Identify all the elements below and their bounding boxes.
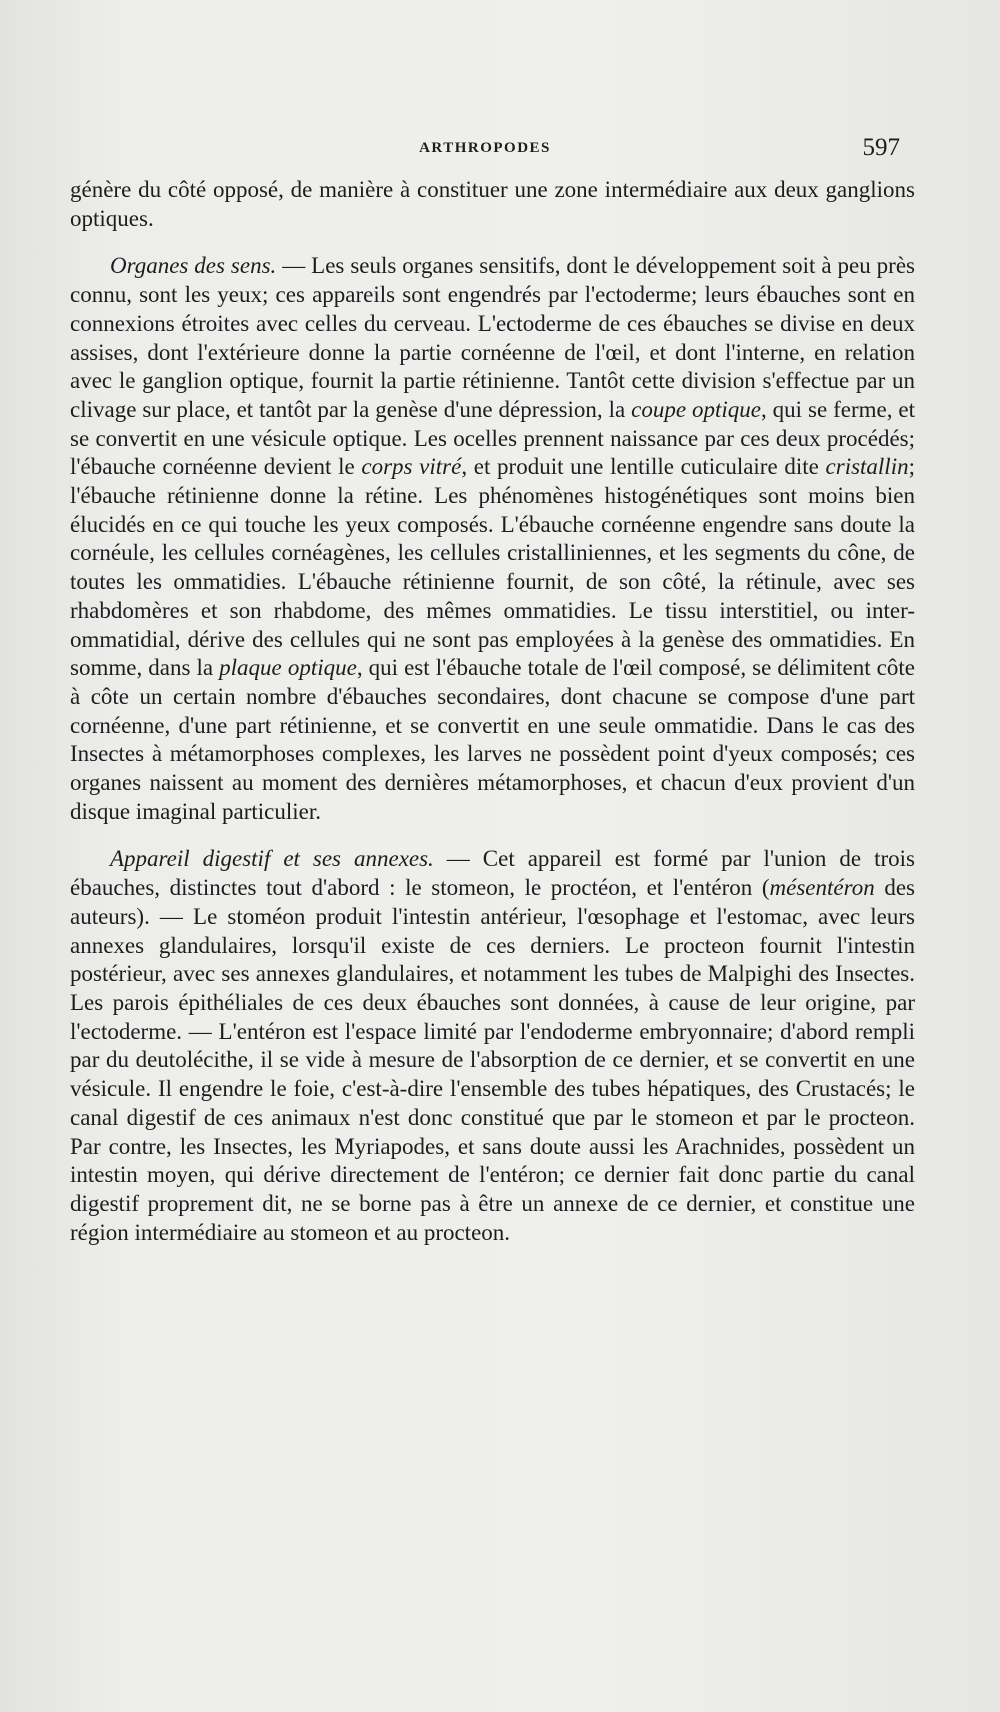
text-segment: , et produit une lentille cuticulaire dite (461, 454, 826, 480)
text-segment: — Les seuls organes sensitifs, dont le développement soit à peu près connu, sont les yeux; ces appareils sont engendrés par l'ectoderme; leurs ébauches sont en connexions étroites avec celles du cerveau. L'ectoderme de ces ébauches se divise en deux assises, dont l'extérieure donne la partie cornéenne de l'œil, et dont l'interne, en relation avec le ganglion optique, fournit la partie rétinienne. Tantôt cette division s'effectue par un clivage sur place, et tantôt par la genèse d'une dépression, la (70, 253, 916, 422)
text-segment: , qui est l'ébauche totale de l'œil composé, se délimitent côte à côte un certain nombre d'ébauches secondaires, dont chacune se compose d'une part cornéenne, d'une part rétinienne, et se convertit en une seule ommatidie. Dans le cas des Insectes à métamorphoses complexes, les larves ne possèdent point d'yeux composés; ces organes naissent au moment des dernières métamorphoses, et chacun d'eux provient d'un disque imaginal particulier. (70, 655, 915, 824)
page-header (70, 134, 900, 170)
text-segment: — Cet appareil est formé par l'union de trois ébauches, distinctes tout d'abord : le stomeon, le proctéon, et l'entéron ( (70, 846, 915, 901)
italic-term: corps vitré (361, 454, 462, 480)
section-heading-organes-des-sens: Organes des sens. (110, 253, 277, 279)
text-segment: ; l'ébauche rétinienne donne la rétine. Les phénomènes histogénétiques sont moins bien élucidés en ce qui touche les yeux composés. L'ébauche cornéenne engendre sans doute la cornéule, les cellules cornéagènes, les cellules cristalliniennes, et les segments du cône, de toutes les ommatidies. L'ébauche rétinienne fournit, de son côté, la rétinule, avec ses rhabdomères et son rhabdome, des mêmes ommatidies. Le tissu interstitiel, ou inter-ommatidial, dérive des cellules qui ne sont pas employées à la genèse des ommatidies. En somme, dans la (70, 454, 915, 681)
running-title: ARTHROPODES (419, 140, 551, 156)
section-heading-appareil-digestif: Appareil digestif et ses annexes. (110, 846, 434, 872)
paragraph-appareil-digestif (70, 845, 915, 1247)
italic-term: coupe optique (631, 396, 761, 422)
italic-term: plaque optique (219, 655, 357, 681)
text-segment: , qui se ferme, et se convertit en une vésicule optique. Les ocelles prennent naissance par ces deux procédés; l'ébauche cornéenne devient le (70, 396, 915, 480)
italic-term: cristallin (825, 454, 909, 480)
text-segment: génère du côté opposé, de manière à constituer une zone intermédiaire aux deux ganglions optiques. (70, 177, 915, 231)
page-number: 597 (862, 134, 900, 161)
body-text (70, 176, 915, 1247)
italic-term: mésentéron (769, 875, 875, 901)
text-segment: des auteurs). — Le stoméon produit l'intestin antérieur, l'œsophage et l'estomac, avec leurs annexes glandulaires, lorsqu'il existe de ces derniers. Le procteon fournit l'intestin postérieur, avec ses annexes glandulaires, et notamment les tubes de Malpighi des Insectes. Les parois épithéliales de ces deux ébauches sont données, à cause de leur origine, par l'ectoderme. — L'entéron est l'espace limité par l'endoderme embryonnaire; d'abord rempli par du deutolécithe, il se vide à mesure de l'absorption de ce dernier, et se convertit en une vésicule. Il engendre le foie, c'est-à-dire l'ensemble des tubes hépatiques, des Crustacés; le canal digestif de ces animaux n'est donc constitué que par le stomeon et par le procteon. Par contre, les Insectes, les Myriapodes, et sans doute aussi les Arachnides, possèdent un intestin moyen, qui dérive directement de l'entéron; ce dernier fait donc partie du canal digestif proprement dit, ne se borne pas à être un annexe de ce dernier, et constitue une région intermédiaire au stomeon et au procteon. (70, 875, 915, 1245)
paragraph-continuation (70, 176, 915, 233)
paragraph-organes-des-sens (70, 252, 915, 826)
